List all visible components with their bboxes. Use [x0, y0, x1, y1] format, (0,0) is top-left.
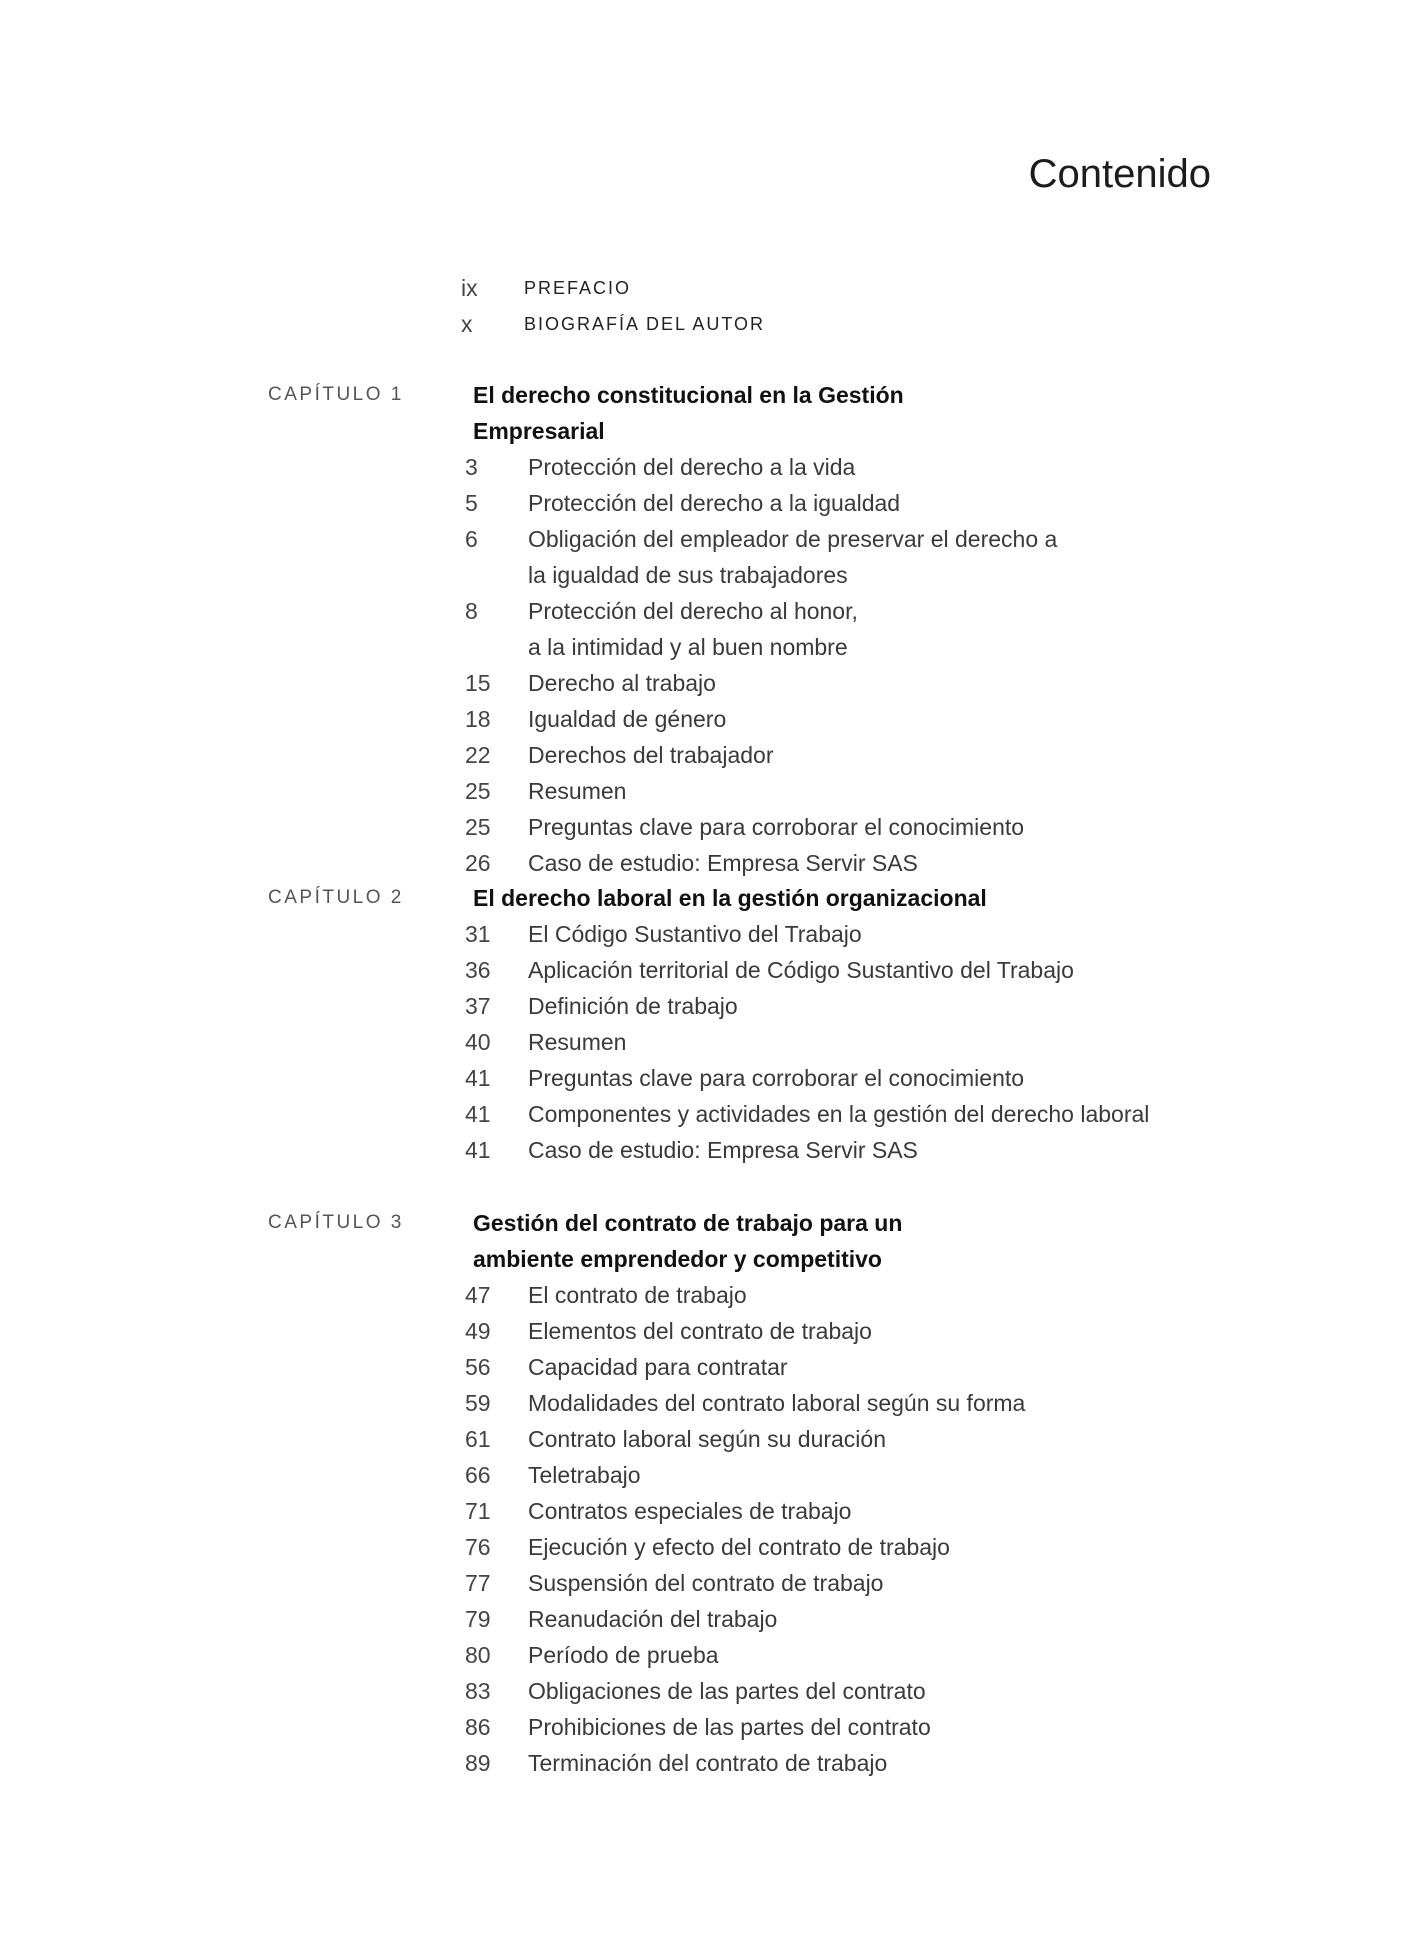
page-number: 3 — [465, 454, 478, 480]
toc-entry[interactable] — [465, 1313, 1268, 1349]
entry-title: BIOGRAFÍA DEL AUTOR — [524, 314, 766, 334]
entry-title: Prohibiciones de las partes del contrato — [528, 1714, 931, 1740]
toc-entry-prefacio[interactable] — [461, 270, 1261, 306]
chapter-label: CAPÍTULO 1 — [268, 384, 404, 405]
entry-title: Contrato laboral según su duración — [528, 1426, 887, 1452]
entry-title: Caso de estudio: Empresa Servir SAS — [528, 1137, 918, 1163]
entry-title: Ejecución y efecto del contrato de trabajo — [528, 1534, 950, 1560]
entry-title: Resumen — [528, 778, 627, 804]
page-number: 31 — [465, 921, 491, 947]
toc-entry[interactable] — [465, 809, 1268, 845]
entry-title: El contrato de trabajo — [528, 1282, 747, 1308]
page-number: 41 — [465, 1065, 491, 1091]
page-number: 71 — [465, 1498, 491, 1524]
entry-title: Teletrabajo — [528, 1462, 641, 1488]
entry-title: Obligaciones de las partes del contrato — [528, 1678, 926, 1704]
entry-title: El Código Sustantivo del Trabajo — [528, 921, 862, 947]
chapter-3-items — [465, 1277, 1268, 1781]
toc-entry[interactable] — [465, 1096, 1268, 1132]
entry-title: Modalidades del contrato laboral según su forma — [528, 1390, 1026, 1416]
chapter-1-items — [465, 449, 1268, 881]
toc-entry[interactable] — [465, 1385, 1268, 1421]
page-number: 77 — [465, 1570, 491, 1596]
toc-entry[interactable] — [465, 701, 1268, 737]
page-number: 41 — [465, 1137, 491, 1163]
toc-entry[interactable] — [465, 485, 1268, 521]
page-number: 83 — [465, 1678, 491, 1704]
chapter-1-section — [268, 377, 1268, 881]
entry-title: Elementos del contrato de trabajo — [528, 1318, 872, 1344]
page-number: 47 — [465, 1282, 491, 1308]
page-number: 56 — [465, 1354, 491, 1380]
chapter-3-section — [268, 1205, 1268, 1781]
entry-title: PREFACIO — [524, 278, 632, 298]
chapter-title[interactable]: Gestión del contrato de trabajo para un ambiente emprendedor y competitivo — [473, 1210, 903, 1272]
page-number: 6 — [465, 526, 478, 552]
toc-entry[interactable] — [465, 1529, 1268, 1565]
entry-title: Componentes y actividades en la gestión del derecho laboral — [528, 1101, 1150, 1127]
toc-entry[interactable] — [465, 1745, 1268, 1781]
toc-entry[interactable] — [465, 988, 1268, 1024]
entry-title: Igualdad de género — [528, 706, 727, 732]
entry-title: Reanudación del trabajo — [528, 1606, 778, 1632]
toc-entry[interactable] — [465, 1060, 1268, 1096]
chapter-label: CAPÍTULO 3 — [268, 1212, 404, 1233]
page-number: 89 — [465, 1750, 491, 1776]
entry-title: Preguntas clave para corroborar el conocimiento — [528, 814, 1025, 840]
toc-entry[interactable] — [465, 1421, 1268, 1457]
toc-entry[interactable] — [465, 845, 1268, 881]
toc-entry[interactable] — [465, 593, 1268, 665]
page-number: 5 — [465, 490, 478, 516]
toc-entry[interactable] — [465, 1132, 1268, 1168]
entry-title: Preguntas clave para corroborar el conocimiento — [528, 1065, 1025, 1091]
page-number: 86 — [465, 1714, 491, 1740]
entry-title: Capacidad para contratar — [528, 1354, 788, 1380]
page-number: 40 — [465, 1029, 491, 1055]
chapter-title[interactable]: El derecho constitucional en la Gestión Empresarial — [473, 382, 904, 444]
entry-title: Terminación del contrato de trabajo — [528, 1750, 888, 1776]
toc-entry[interactable] — [465, 952, 1268, 988]
entry-title: Protección del derecho a la vida — [528, 454, 856, 480]
page-number: 59 — [465, 1390, 491, 1416]
toc-entry[interactable] — [465, 1601, 1268, 1637]
entry-title: Definición de trabajo — [528, 993, 738, 1019]
page-number: 26 — [465, 850, 491, 876]
toc-entry[interactable] — [465, 1457, 1268, 1493]
entry-title: Caso de estudio: Empresa Servir SAS — [528, 850, 918, 876]
toc-entry[interactable] — [465, 916, 1268, 952]
entry-title: Aplicación territorial de Código Sustantivo del Trabajo — [528, 957, 1074, 983]
toc-entry[interactable] — [465, 449, 1268, 485]
toc-entry[interactable] — [465, 1565, 1268, 1601]
page-title: Contenido — [1028, 152, 1211, 196]
toc-entry[interactable] — [465, 1673, 1268, 1709]
page-number: 66 — [465, 1462, 491, 1488]
toc-entry[interactable] — [465, 1493, 1268, 1529]
entry-title: Obligación del empleador de preservar el derecho a la igualdad de sus trabajadores — [528, 526, 1058, 588]
entry-title: Protección del derecho al honor, a la intimidad y al buen nombre — [528, 598, 858, 660]
page-number: 36 — [465, 957, 491, 983]
page-number: 79 — [465, 1606, 491, 1632]
page-number: 37 — [465, 993, 491, 1019]
toc-entry[interactable] — [465, 737, 1268, 773]
entry-title: Suspensión del contrato de trabajo — [528, 1570, 884, 1596]
page-number: x — [461, 311, 473, 337]
toc-entry[interactable] — [465, 773, 1268, 809]
entry-title: Protección del derecho a la igualdad — [528, 490, 901, 516]
front-matter-list — [461, 270, 1261, 342]
toc-entry[interactable] — [465, 1709, 1268, 1745]
toc-entry[interactable] — [465, 1637, 1268, 1673]
page-number: 41 — [465, 1101, 491, 1127]
page-number: 80 — [465, 1642, 491, 1668]
toc-entry[interactable] — [465, 1024, 1268, 1060]
chapter-title[interactable]: El derecho laboral en la gestión organizacional — [473, 885, 987, 911]
entry-title: Resumen — [528, 1029, 627, 1055]
entry-title: Derecho al trabajo — [528, 670, 716, 696]
toc-entry[interactable] — [465, 1277, 1268, 1313]
page-number: 49 — [465, 1318, 491, 1344]
toc-entry-biografia[interactable] — [461, 306, 1261, 342]
chapter-2-section — [268, 880, 1268, 1168]
chapter-2-items — [465, 916, 1268, 1168]
page-number: 8 — [465, 598, 478, 624]
entry-title: Derechos del trabajador — [528, 742, 774, 768]
entry-title: Contratos especiales de trabajo — [528, 1498, 852, 1524]
entry-title: Período de prueba — [528, 1642, 719, 1668]
page-number: 25 — [465, 778, 491, 804]
toc-entry[interactable] — [465, 521, 1268, 593]
page-number: 61 — [465, 1426, 491, 1452]
page-number: 25 — [465, 814, 491, 840]
page-number: 15 — [465, 670, 491, 696]
toc-entry[interactable] — [465, 665, 1268, 701]
page-number: 18 — [465, 706, 491, 732]
toc-entry[interactable] — [465, 1349, 1268, 1385]
page-number: 76 — [465, 1534, 491, 1560]
chapter-label: CAPÍTULO 2 — [268, 887, 404, 908]
page-number: 22 — [465, 742, 491, 768]
page-number: ix — [461, 275, 478, 301]
